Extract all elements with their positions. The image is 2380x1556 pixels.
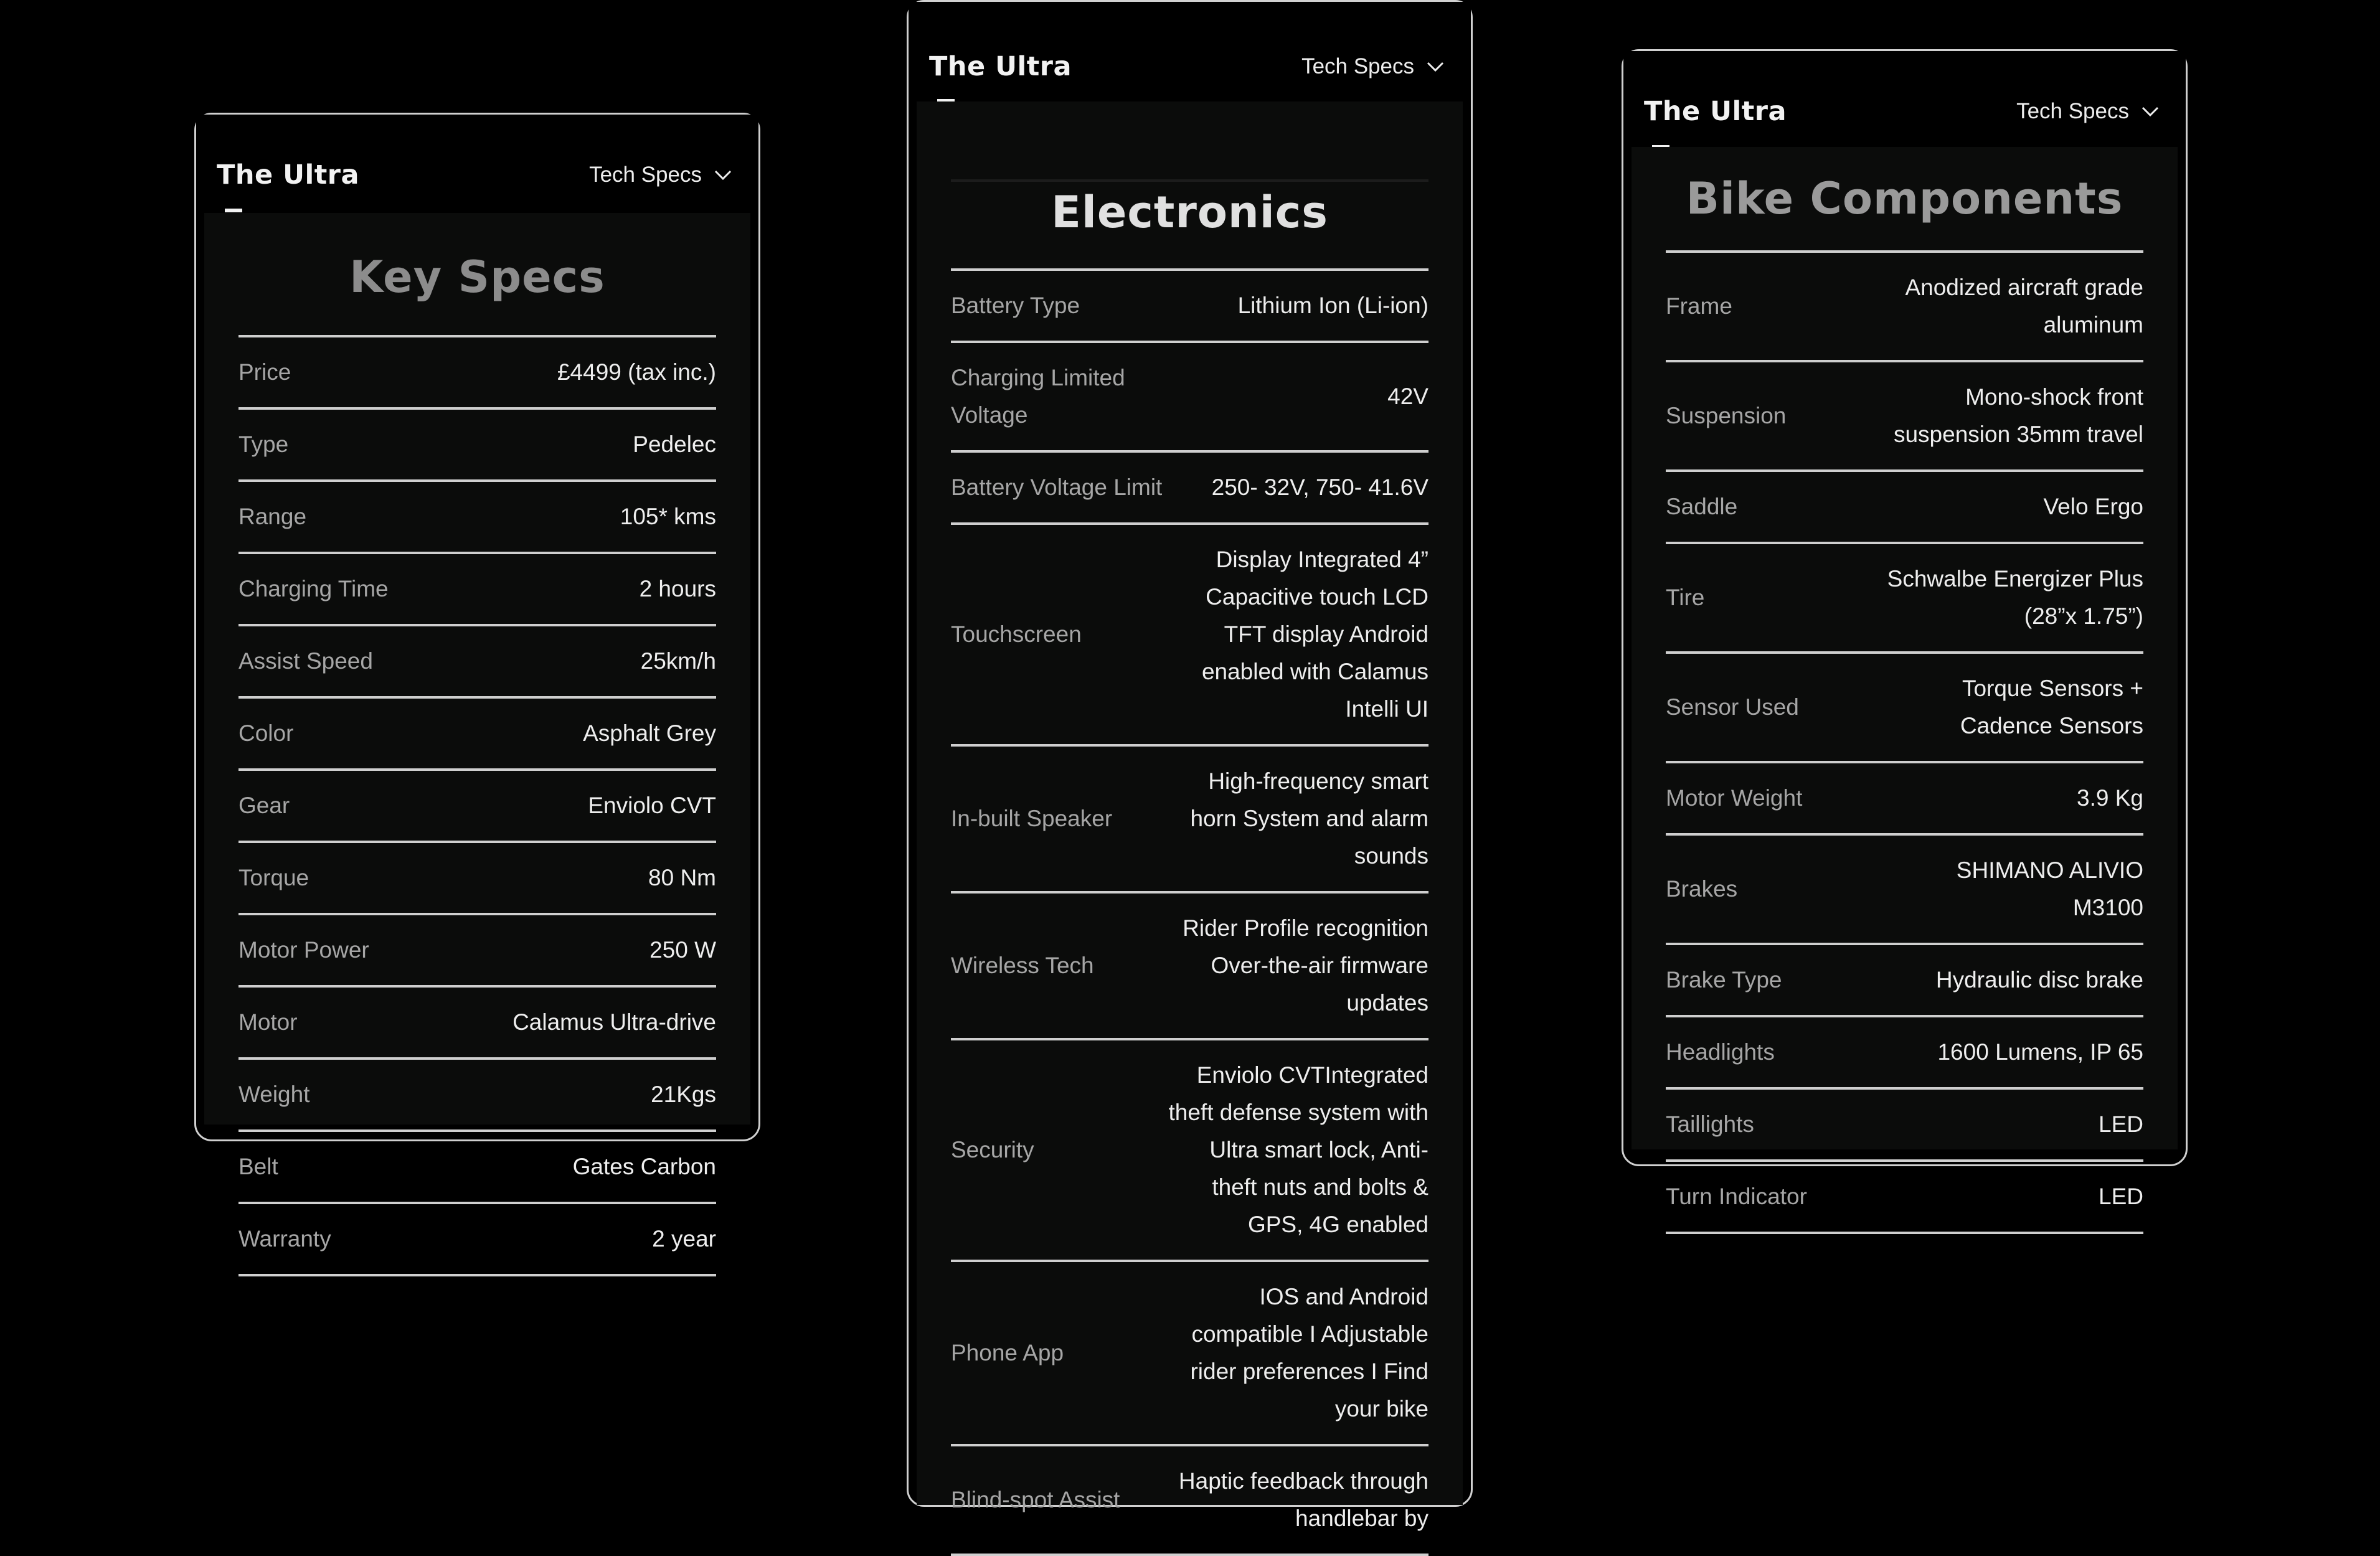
spec-content xyxy=(1632,147,2178,1209)
spec-label: Warranty xyxy=(238,1226,331,1252)
spec-row xyxy=(238,771,716,843)
spec-content xyxy=(204,213,750,1252)
spec-value: Velo Ergo xyxy=(2043,494,2143,519)
panel-header xyxy=(909,2,1471,100)
spec-row xyxy=(1666,1162,2143,1234)
electronics-panel xyxy=(907,0,1473,1531)
spec-list xyxy=(238,335,716,1276)
spec-row xyxy=(951,894,1428,1040)
spec-value: 80 Nm xyxy=(648,865,716,890)
spec-label: Security xyxy=(951,1137,1034,1162)
spec-row xyxy=(238,1204,716,1276)
spec-value: 250- 32V, 750- 41.6V xyxy=(1211,474,1428,500)
spec-label: Blind-spot Assist xyxy=(951,1487,1120,1512)
spec-value: High-frequency smart horn System and alarm sounds xyxy=(1190,768,1428,869)
spec-value: Pedelec xyxy=(633,431,716,457)
spec-row xyxy=(951,1446,1428,1556)
chevron-down-icon xyxy=(2142,106,2159,117)
spec-row xyxy=(1666,472,2143,544)
spec-value: 2 year xyxy=(652,1226,716,1252)
active-indicator xyxy=(225,209,242,212)
chevron-down-icon xyxy=(714,169,732,181)
chevron-down-icon xyxy=(1427,61,1444,72)
brand-title[interactable]: The Ultra xyxy=(1644,96,1787,127)
spec-label: Color xyxy=(238,720,294,746)
section-title: Key Specs xyxy=(349,252,605,303)
spec-label: Taillights xyxy=(1666,1111,1754,1137)
brand-title[interactable]: The Ultra xyxy=(929,51,1072,82)
spec-list xyxy=(951,268,1428,1556)
spec-value: Calamus Ultra-drive xyxy=(512,1009,716,1035)
spec-value: Hydraulic disc brake xyxy=(1935,967,2143,993)
bike-components-panel xyxy=(1622,49,2188,1209)
spec-label: Tire xyxy=(1666,585,1705,610)
spec-row xyxy=(951,525,1428,747)
spec-label: Brake Type xyxy=(1666,967,1782,993)
spec-value: Asphalt Grey xyxy=(583,720,716,746)
spec-row xyxy=(951,271,1428,343)
tech-specs-label: Tech Specs xyxy=(1301,54,1414,78)
spec-label: Charging Limited Voltage xyxy=(951,365,1125,428)
spec-value: Mono-shock front suspension 35mm travel xyxy=(1893,384,2143,447)
spec-label: Motor xyxy=(238,1009,298,1035)
spec-list xyxy=(1666,250,2143,1234)
spec-label: Wireless Tech xyxy=(951,953,1094,978)
spec-value: Torque Sensors + Cadence Sensors xyxy=(1960,676,2143,738)
spec-row xyxy=(238,915,716,988)
spec-value: SHIMANO ALIVIO M3100 xyxy=(1956,857,2143,920)
spec-row xyxy=(238,699,716,771)
spec-row xyxy=(1666,1017,2143,1090)
spec-row xyxy=(238,554,716,626)
spec-row xyxy=(951,1040,1428,1262)
spec-label: Range xyxy=(238,504,307,529)
spec-value: Haptic feedback through handlebar by xyxy=(1178,1468,1428,1531)
spec-row xyxy=(238,1060,716,1132)
spec-label: Belt xyxy=(238,1154,278,1179)
spec-label: Battery Voltage Limit xyxy=(951,474,1163,500)
tech-specs-label: Tech Specs xyxy=(589,163,702,187)
spec-row xyxy=(238,1132,716,1204)
spec-row xyxy=(238,482,716,554)
spec-label: Charging Time xyxy=(238,576,389,601)
spec-label: Type xyxy=(238,431,289,457)
spec-label: Brakes xyxy=(1666,876,1738,902)
key-specs-panel xyxy=(194,113,760,1252)
tech-specs-dropdown[interactable] xyxy=(589,163,732,187)
spec-value: Enviolo CVTIntegrated theft defense system with Ultra smart lock, Anti-theft nuts and bolts & GPS, 4G enabled xyxy=(1168,1062,1428,1237)
spec-row xyxy=(238,626,716,699)
brand-title[interactable]: The Ultra xyxy=(217,159,360,191)
spec-row xyxy=(238,843,716,915)
spec-row xyxy=(951,747,1428,894)
spec-label: Sensor Used xyxy=(1666,694,1799,720)
spec-label: Weight xyxy=(238,1082,310,1107)
spec-label: Gear xyxy=(238,793,290,818)
spec-label: Price xyxy=(238,359,291,385)
tech-specs-dropdown[interactable] xyxy=(2016,99,2159,124)
section-title: Bike Components xyxy=(1686,173,2123,224)
section-title: Electronics xyxy=(1051,187,1328,238)
spec-row xyxy=(1666,836,2143,945)
spec-row xyxy=(951,1262,1428,1446)
spec-value: Schwalbe Energizer Plus (28”x 1.75”) xyxy=(1887,566,2143,629)
panel-header xyxy=(1623,51,2186,149)
spec-value: 1600 Lumens, IP 65 xyxy=(1937,1039,2143,1065)
spec-value: 42V xyxy=(1387,384,1428,409)
spec-value: 250 W xyxy=(649,937,716,963)
spec-row xyxy=(951,453,1428,525)
spec-value: 105* kms xyxy=(620,504,716,529)
spec-value: LED xyxy=(2099,1184,2143,1209)
spec-value: Rider Profile recognition Over-the-air firmware updates xyxy=(1183,915,1428,1016)
spec-row xyxy=(238,410,716,482)
spec-row xyxy=(1666,763,2143,836)
spec-label: Headlights xyxy=(1666,1039,1775,1065)
tech-specs-dropdown[interactable] xyxy=(1301,54,1444,79)
spec-label: Touchscreen xyxy=(951,621,1082,647)
spec-value: Gates Carbon xyxy=(572,1154,716,1179)
tech-specs-label: Tech Specs xyxy=(2016,99,2129,123)
spec-value: 21Kgs xyxy=(651,1082,716,1107)
spec-row xyxy=(1666,654,2143,763)
spec-label: Turn Indicator xyxy=(1666,1184,1807,1209)
spec-value: 3.9 Kg xyxy=(2077,785,2143,811)
spec-row xyxy=(238,988,716,1060)
spec-row xyxy=(1666,1090,2143,1162)
spec-row xyxy=(238,337,716,410)
spec-value: IOS and Android compatible I Adjustable rider preferences I Find your bike xyxy=(1190,1284,1428,1422)
spec-label: Motor Power xyxy=(238,937,369,963)
spec-value: Anodized aircraft grade aluminum xyxy=(1905,275,2143,337)
spec-content xyxy=(917,101,1463,1531)
spec-label: Assist Speed xyxy=(238,648,373,674)
spec-value: 2 hours xyxy=(639,576,716,601)
spec-row xyxy=(1666,945,2143,1017)
spec-row xyxy=(951,343,1428,453)
spec-row xyxy=(1666,544,2143,654)
spec-label: Suspension xyxy=(1666,403,1787,428)
spec-value: Enviolo CVT xyxy=(588,793,716,818)
spec-value: Display Integrated 4” Capacitive touch LCD TFT display Android enabled with Calamus Intelli UI xyxy=(1201,547,1428,722)
spec-label: In-built Speaker xyxy=(951,806,1113,831)
divider xyxy=(951,179,1428,182)
spec-label: Phone App xyxy=(951,1340,1064,1365)
spec-label: Motor Weight xyxy=(1666,785,1803,811)
spec-value: LED xyxy=(2099,1111,2143,1137)
spec-value: 25km/h xyxy=(640,648,716,674)
spec-value: £4499 (tax inc.) xyxy=(557,359,716,385)
spec-label: Torque xyxy=(238,865,309,890)
spec-label: Battery Type xyxy=(951,293,1080,318)
spec-label: Saddle xyxy=(1666,494,1738,519)
spec-label: Frame xyxy=(1666,293,1732,319)
spec-row xyxy=(1666,253,2143,362)
spec-row xyxy=(1666,362,2143,472)
spec-value: Lithium Ion (Li-ion) xyxy=(1237,293,1428,318)
panel-header xyxy=(196,115,758,213)
